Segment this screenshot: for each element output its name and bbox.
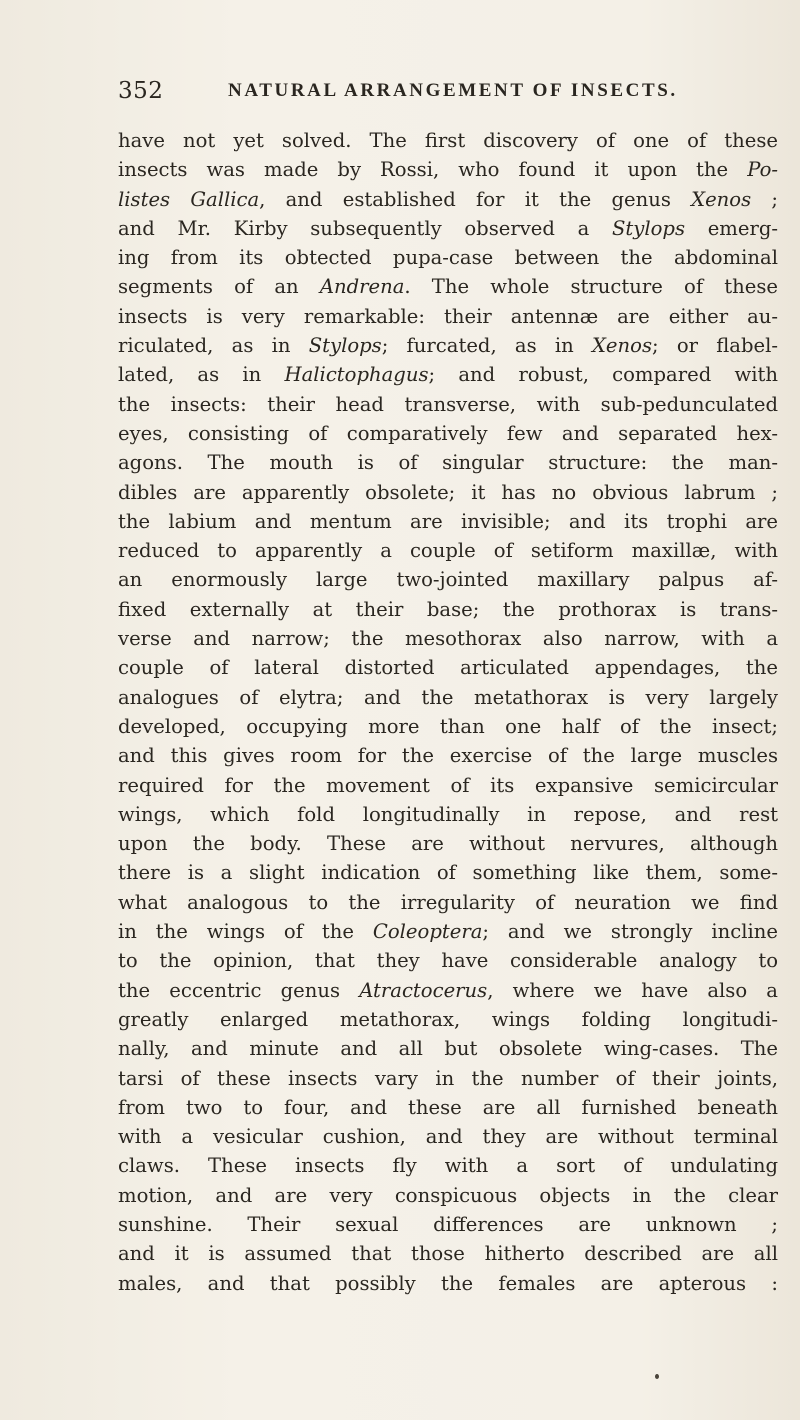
text-segment: nally, and minute and all but obsolete wing-cases. The (118, 1037, 778, 1061)
text-segment: insects is very remarkable: their antennæ are either au- (118, 304, 778, 328)
italic-term: Stylops (308, 334, 382, 358)
text-segment: ; and we strongly incline (482, 920, 778, 944)
text-line (118, 624, 778, 653)
text-line (118, 829, 778, 858)
text-segment: ing from its obtected pupa-case between the abdominal (118, 246, 778, 270)
text-segment: the eccentric genus (118, 978, 360, 1002)
italic-term: listes Gallica (118, 187, 260, 211)
text-segment: riculated, as in (118, 334, 309, 358)
text-line (118, 1269, 778, 1298)
text-segment: claws. These insects fly with a sort of undulating (118, 1154, 778, 1178)
text-segment: ; or flabel- (652, 334, 778, 358)
text-line (118, 302, 778, 331)
italic-term: Andrena (319, 275, 405, 299)
text-segment: there is a slight indication of something like them, some- (118, 861, 778, 885)
text-line (118, 272, 778, 301)
text-segment: and this gives room for the exercise of the large muscles (118, 744, 778, 768)
text-segment: motion, and are very conspicuous objects in the clear (118, 1183, 778, 1207)
text-segment: eyes, consisting of comparatively few and separated hex- (118, 421, 778, 445)
text-line (118, 419, 778, 448)
italic-term: Atractocerus (359, 978, 488, 1002)
text-segment: to the opinion, that they have considerable analogy to (118, 949, 778, 973)
print-speck (655, 1374, 659, 1379)
italic-term: Coleoptera (372, 920, 483, 944)
italic-term: Stylops (611, 216, 686, 240)
text-line (118, 536, 778, 565)
italic-term: Xenos (691, 187, 752, 211)
text-line (118, 712, 778, 741)
running-head-title: NATURAL ARRANGEMENT OF INSECTS. (228, 80, 678, 101)
text-line (118, 331, 778, 360)
text-line (118, 595, 778, 624)
text-segment: upon the body. These are without nervures, although (118, 832, 778, 856)
text-segment: , where we have also a (487, 978, 778, 1002)
page-number: 352 (118, 78, 164, 104)
text-segment: verse and narrow; the mesothorax also narrow, with a (118, 627, 778, 651)
text-segment: . The whole structure of these (404, 275, 778, 299)
text-segment: and it is assumed that those hitherto described are all (118, 1242, 778, 1266)
text-segment: greatly enlarged metathorax, wings folding longitudi- (118, 1007, 778, 1031)
text-line (118, 653, 778, 682)
text-segment: lated, as in (118, 363, 285, 387)
text-line (118, 507, 778, 536)
text-line (118, 1181, 778, 1210)
text-segment: an enormously large two-jointed maxillary palpus af- (118, 568, 778, 592)
running-head (118, 78, 678, 108)
italic-term: Xenos (591, 334, 652, 358)
text-segment: ; and robust, compared with (428, 363, 778, 387)
text-segment: and Mr. Kirby subsequently observed a (118, 216, 612, 240)
text-segment: dibles are apparently obsolete; it has no obvious labrum ; (118, 480, 778, 504)
text-line (118, 683, 778, 712)
text-segment: sunshine. Their sexual differences are unknown ; (118, 1212, 778, 1236)
text-line (118, 741, 778, 770)
text-segment: required for the movement of its expansive semicircular (118, 773, 778, 797)
text-line (118, 243, 778, 272)
text-line (118, 1005, 778, 1034)
italic-term: Po- (747, 158, 778, 182)
text-line (118, 1122, 778, 1151)
text-line (118, 155, 778, 184)
text-line (118, 917, 778, 946)
italic-term: Halictophagus (284, 363, 429, 387)
text-line (118, 1210, 778, 1239)
text-line (118, 565, 778, 594)
text-segment: what analogous to the irregularity of neuration we find (118, 890, 778, 914)
text-segment: in the wings of the (118, 920, 373, 944)
text-line (118, 976, 778, 1005)
text-segment: insects was made by Rossi, who found it upon the (118, 158, 748, 182)
text-segment: wings, which fold longitudinally in repose, and rest (118, 802, 778, 826)
text-segment: the labium and mentum are invisible; and its trophi are (118, 509, 778, 533)
text-line (118, 1064, 778, 1093)
text-line (118, 771, 778, 800)
text-line (118, 946, 778, 975)
text-line (118, 478, 778, 507)
text-segment: from two to four, and these are all furnished beneath (118, 1095, 778, 1119)
text-segment: analogues of elytra; and the metathorax is very largely (118, 685, 778, 709)
text-line (118, 214, 778, 243)
text-segment: the insects: their head transverse, with sub-pedunculated (118, 392, 778, 416)
text-segment: fixed externally at their base; the prothorax is trans- (118, 597, 778, 621)
text-segment: tarsi of these insects vary in the number of their joints, (118, 1066, 778, 1090)
text-segment: have not yet solved. The first discovery of one of these (118, 129, 778, 152)
text-segment: males, and that possibly the females are apterous : (118, 1271, 778, 1295)
text-segment: ; (751, 187, 778, 211)
text-line (118, 1093, 778, 1122)
text-segment: agons. The mouth is of singular structure: the man- (118, 451, 778, 475)
text-line (118, 360, 778, 389)
text-line (118, 888, 778, 917)
text-segment: segments of an (118, 275, 320, 299)
text-line (118, 390, 778, 419)
text-line (118, 858, 778, 887)
text-line (118, 126, 778, 155)
text-segment: developed, occupying more than one half of the insect; (118, 714, 778, 738)
text-line (118, 185, 778, 214)
text-line (118, 800, 778, 829)
text-segment: couple of lateral distorted articulated appendages, the (118, 656, 778, 680)
text-segment: , and established for it the genus (259, 187, 692, 211)
text-segment: with a vesicular cushion, and they are without terminal (118, 1125, 778, 1149)
text-segment: emerg- (685, 216, 778, 240)
text-line (118, 448, 778, 477)
text-line (118, 1034, 778, 1063)
text-segment: ; furcated, as in (381, 334, 592, 358)
body-paragraph (118, 126, 778, 1298)
text-line (118, 1239, 778, 1268)
text-line (118, 1151, 778, 1180)
text-segment: reduced to apparently a couple of setiform maxillæ, with (118, 539, 778, 563)
